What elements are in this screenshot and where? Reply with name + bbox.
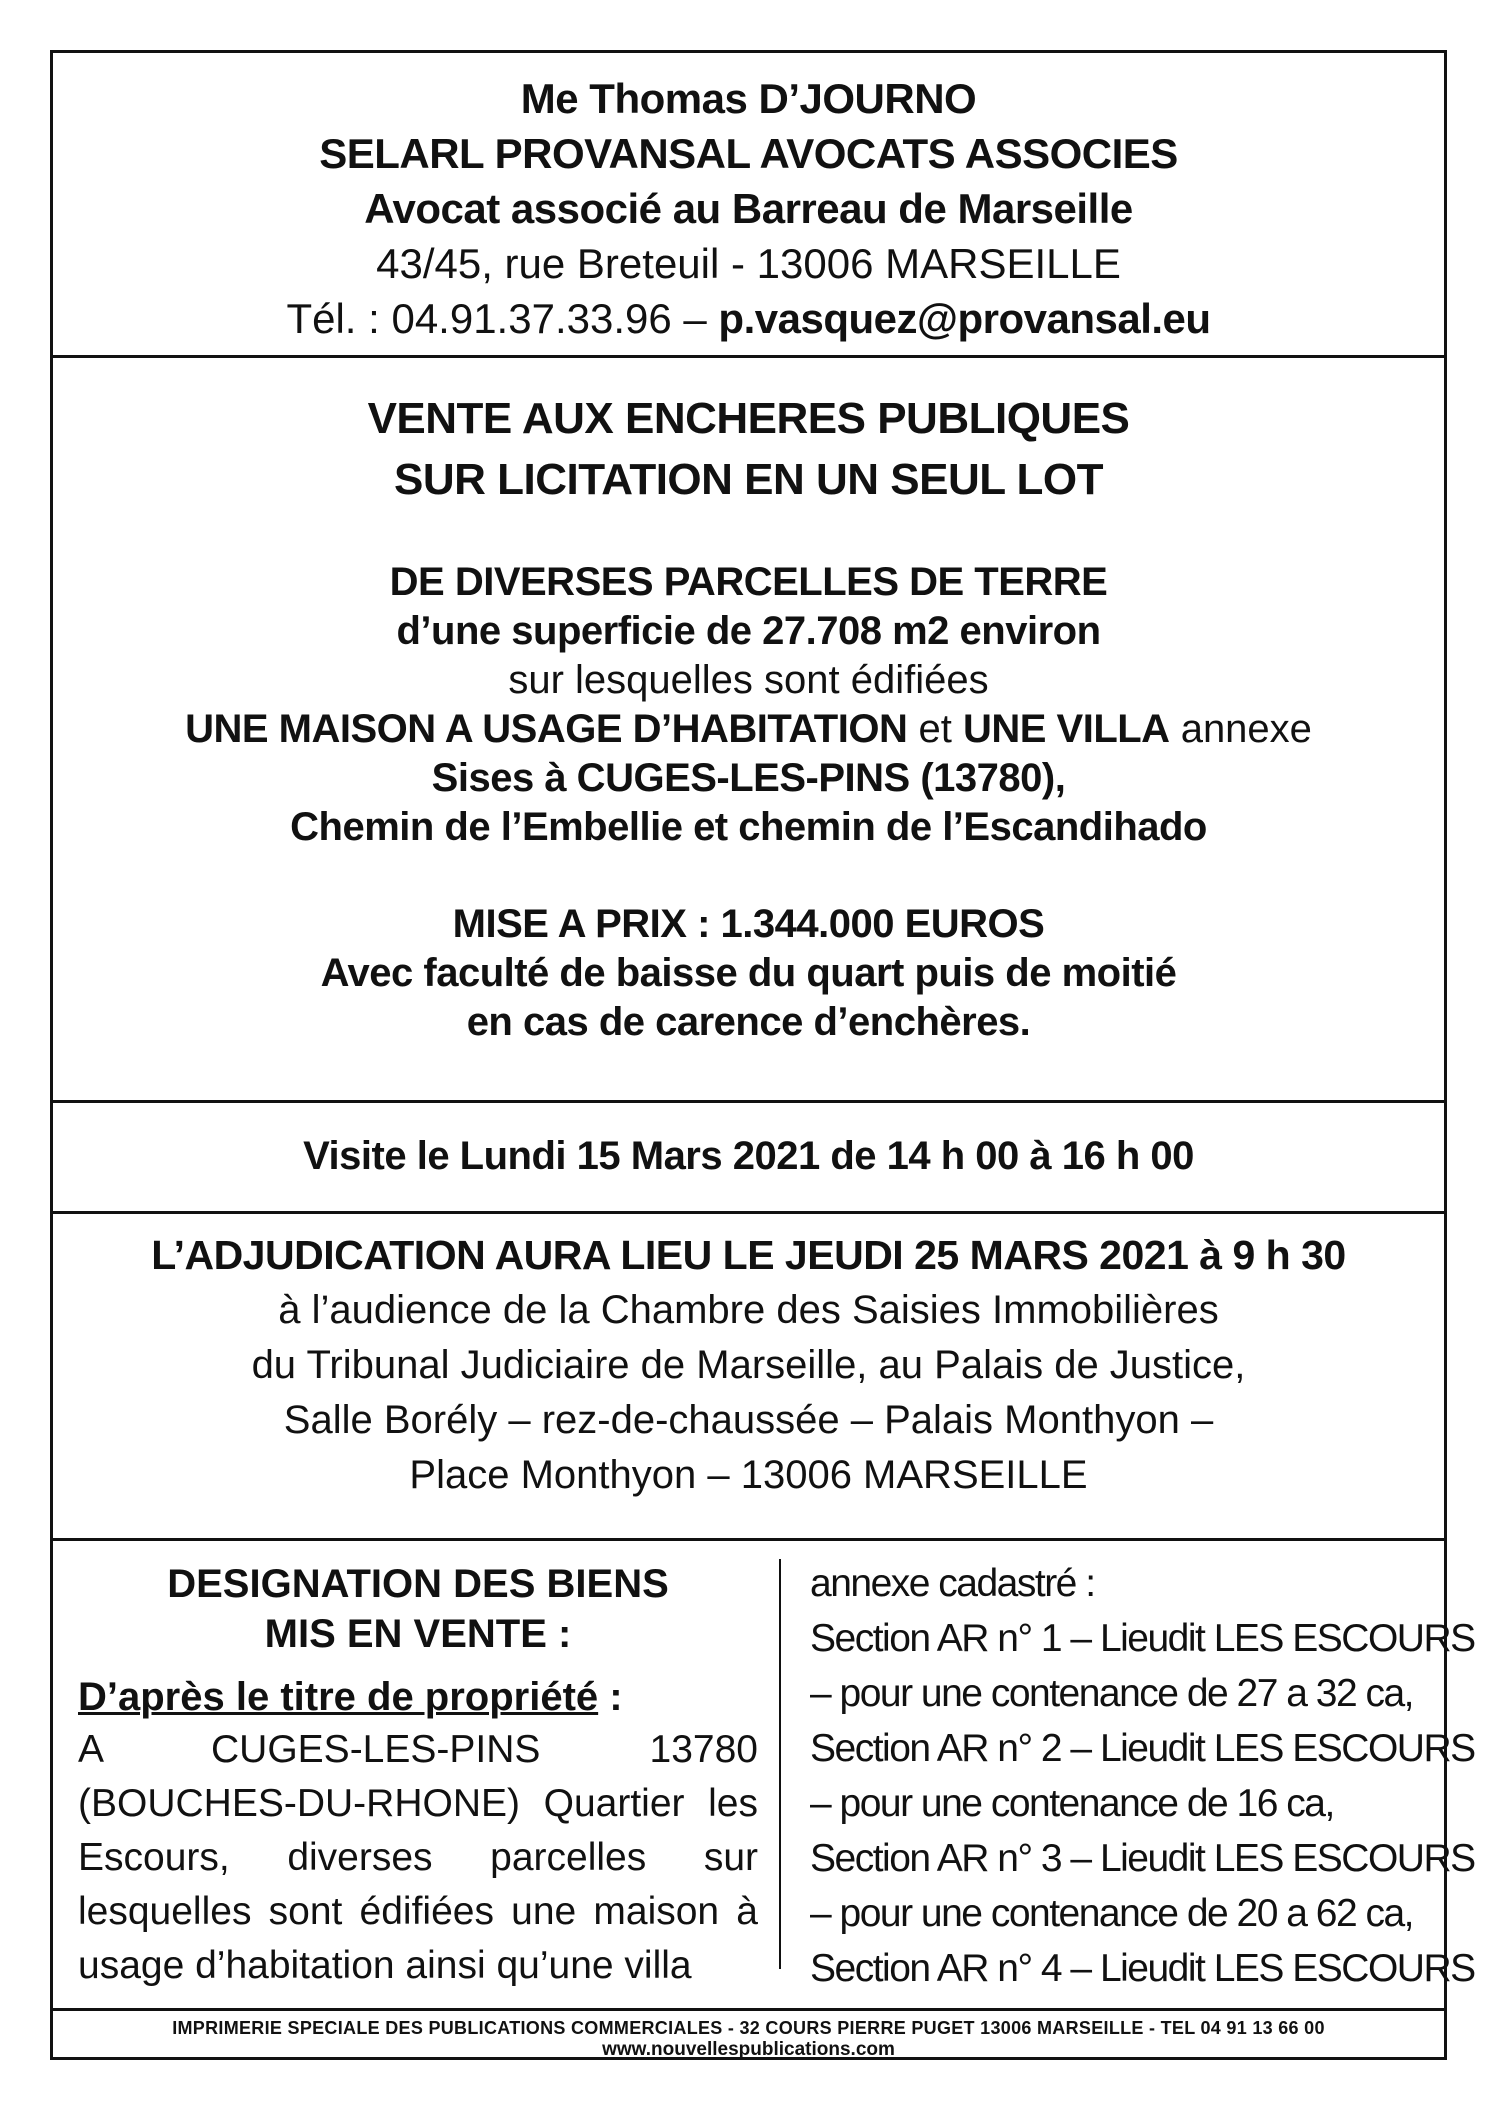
cadastre-line: Section AR n° 1 – Lieudit LES ESCOURS [810,1617,1475,1660]
sale-villa: UNE VILLA [962,707,1170,751]
printer-website[interactable]: www.nouvellespublications.com [602,2039,895,2060]
cadastre-line: Section AR n° 3 – Lieudit LES ESCOURS [810,1837,1475,1880]
lawyer-contact [53,291,1444,346]
adjudication-section [53,1214,1444,1541]
designation-section [53,1541,1475,2011]
sale-built: sur lesquelles sont édifiées [508,658,989,702]
visit-section [53,1103,1444,1214]
cadastre-line: – pour une contenance de 16 ca, [810,1782,1334,1825]
designation-subtitle-colon: : [598,1675,623,1719]
cadastre-line: Section AR n° 4 – Lieudit LES ESCOURS [810,1947,1475,1990]
cadastre-line: annexe cadastré : [810,1562,1095,1605]
sale-location: Sises à CUGES-LES-PINS (13780), [431,756,1066,800]
sale-road: Chemin de l’Embellie et chemin de l’Escandihado [290,805,1207,849]
designation-title-1: DESIGNATION DES BIENS [167,1562,669,1606]
sale-reduction-2: en cas de carence d’enchères. [466,1000,1031,1044]
sale-buildings [53,705,1444,754]
designation-title-2: MIS EN VENTE : [264,1612,572,1656]
firm-name: SELARL PROVANSAL AVOCATS ASSOCIES [319,130,1178,177]
lawyer-address: 43/45, rue Breteuil - 13006 MARSEILLE [376,240,1121,287]
designation-paragraph: A CUGES-LES-PINS 13780 (BOUCHES-DU-RHONE) Quartier les Escours, diverses parcelles sur lesquelles sont édifiées une maison à usage d’habitation ainsi qu’une villa [78,1728,758,1987]
sale-price: MISE A PRIX : 1.344.000 EUROS [452,902,1045,946]
adjudication-line-4: Place Monthyon – 13006 MARSEILLE [409,1453,1088,1497]
lawyer-header [53,53,1444,358]
lawyer-title: Avocat associé au Barreau de Marseille [364,185,1133,232]
sale-house: UNE MAISON A USAGE D’HABITATION [185,707,908,751]
sale-annex: annexe [1169,707,1312,751]
cadastre-line: – pour une contenance de 20 a 62 ca, [810,1892,1414,1935]
printer-footer [53,2011,1444,2060]
cadastre-line: – pour une contenance de 27 a 32 ca, [810,1672,1414,1715]
phone-text: Tél. : 04.91.37.33.96 – [286,295,719,342]
sale-description [53,358,1444,1103]
designation-left-column [78,1559,758,1993]
adjudication-line-2: du Tribunal Judiciaire de Marseille, au Palais de Justice, [251,1343,1246,1387]
notice-frame [50,50,1475,2060]
designation-right-column [810,1556,1475,1996]
visit-text: Visite le Lundi 15 Mars 2021 de 14 h 00 à 16 h 00 [303,1134,1194,1178]
designation-subtitle-text: D’après le titre de propriété [78,1675,599,1719]
cadastre-line: Section AR n° 2 – Lieudit LES ESCOURS [810,1727,1475,1770]
sale-object: DE DIVERSES PARCELLES DE TERRE [389,560,1108,604]
email-link[interactable]: p.vasquez@provansal.eu [718,295,1211,342]
lawyer-name: Me Thomas D’JOURNO [520,75,977,122]
adjudication-headline: L’ADJUDICATION AURA LIEU LE JEUDI 25 MARS 2021 à 9 h 30 [151,1232,1346,1278]
adjudication-line-1: à l’audience de la Chambre des Saisies Immobilières [278,1288,1219,1332]
adjudication-line-3: Salle Borély – rez-de-chaussée – Palais Monthyon – [283,1398,1214,1442]
printer-info: IMPRIMERIE SPECIALE DES PUBLICATIONS COMMERCIALES - 32 COURS PIERRE PUGET 13006 MARSEILLE - TEL 04 91 13 66 00 [172,2018,1325,2038]
sale-reduction: Avec faculté de baisse du quart puis de moitié [320,951,1177,995]
sale-and: et [907,707,963,751]
sale-headline-1: VENTE AUX ENCHERES PUBLIQUES [367,394,1130,443]
sale-headline-2: SUR LICITATION EN UN SEUL LOT [393,455,1104,504]
designation-subtitle [78,1671,758,1723]
sale-surface: d’une superficie de 27.708 m2 environ [396,609,1101,653]
column-divider [779,1559,781,1969]
